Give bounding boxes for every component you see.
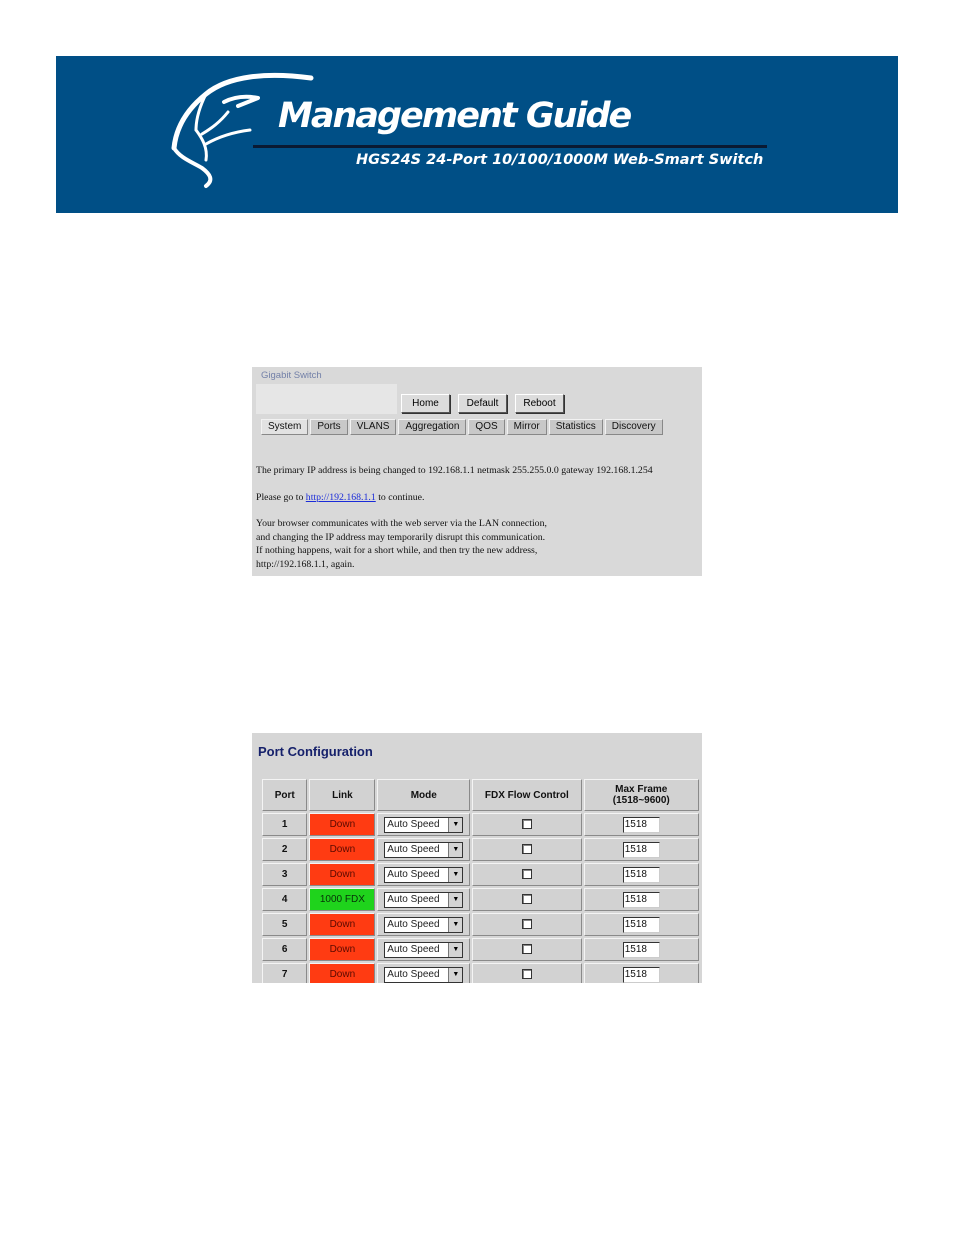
brand-label: Gigabit Switch xyxy=(261,370,322,381)
max-frame-input[interactable]: 1518 xyxy=(623,867,660,883)
mode-cell xyxy=(377,888,470,911)
message-text: Please go to xyxy=(256,491,306,503)
mode-select[interactable] xyxy=(384,917,463,933)
mode-value: Auto Speed xyxy=(387,844,440,855)
max-frame-cell xyxy=(584,913,700,936)
logo-placeholder xyxy=(256,384,397,414)
mode-select[interactable] xyxy=(384,967,463,983)
chevron-down-icon[interactable]: ▼ xyxy=(448,893,463,907)
fdx-cell xyxy=(472,913,581,936)
max-frame-label: Max Frame xyxy=(615,784,668,795)
mode-cell xyxy=(377,913,470,936)
port-number: 6 xyxy=(262,938,307,961)
max-frame-input[interactable]: 1518 xyxy=(623,967,660,983)
max-frame-cell xyxy=(584,863,700,886)
page-subtitle: HGS24S 24-Port 10/100/1000M Web-Smart Switch xyxy=(356,152,764,168)
fdx-flow-control-checkbox[interactable] xyxy=(522,869,532,879)
max-frame-input[interactable]: 1518 xyxy=(623,942,660,958)
home-button[interactable]: Home xyxy=(401,394,450,413)
header-max-frame xyxy=(584,779,700,811)
port-rows xyxy=(262,813,699,983)
tab-vlans[interactable]: VLANS xyxy=(350,419,397,435)
mode-value: Auto Speed xyxy=(387,919,440,930)
port-configuration-screen xyxy=(252,733,702,983)
chevron-down-icon[interactable]: ▼ xyxy=(448,943,463,957)
mode-value: Auto Speed xyxy=(387,944,440,955)
table-row xyxy=(262,838,699,861)
message-line: If nothing happens, wait for a short while, and then try the new address, xyxy=(256,545,538,557)
fdx-flow-control-checkbox[interactable] xyxy=(522,919,532,929)
table-row xyxy=(262,863,699,886)
fdx-flow-control-checkbox[interactable] xyxy=(522,844,532,854)
tab-system[interactable]: System xyxy=(261,419,308,435)
fdx-cell xyxy=(472,963,581,983)
link-status: 1000 FDX xyxy=(309,888,375,911)
max-frame-cell xyxy=(584,838,700,861)
mode-value: Auto Speed xyxy=(387,819,440,830)
table-row xyxy=(262,813,699,836)
link-status: Down xyxy=(309,963,375,983)
port-number: 4 xyxy=(262,888,307,911)
table-header-row xyxy=(262,779,699,811)
mode-select[interactable] xyxy=(384,817,463,833)
max-frame-input[interactable]: 1518 xyxy=(623,917,660,933)
message-line xyxy=(256,491,702,505)
mode-select[interactable] xyxy=(384,942,463,958)
link-status: Down xyxy=(309,863,375,886)
new-address-link[interactable]: http://192.168.1.1 xyxy=(305,491,376,503)
chevron-down-icon[interactable]: ▼ xyxy=(448,818,463,832)
mode-select[interactable] xyxy=(384,867,463,883)
nav-tabs xyxy=(261,419,665,435)
fdx-flow-control-checkbox[interactable] xyxy=(522,944,532,954)
fdx-flow-control-checkbox[interactable] xyxy=(522,894,532,904)
max-frame-cell xyxy=(584,938,700,961)
table-row xyxy=(262,938,699,961)
tab-mirror[interactable]: Mirror xyxy=(507,419,547,435)
link-status: Down xyxy=(309,938,375,961)
fdx-flow-control-checkbox[interactable] xyxy=(522,969,532,979)
tab-aggregation[interactable]: Aggregation xyxy=(398,419,466,435)
fdx-flow-control-checkbox[interactable] xyxy=(522,819,532,829)
fdx-cell xyxy=(472,813,581,836)
mode-select[interactable] xyxy=(384,842,463,858)
port-number: 1 xyxy=(262,813,307,836)
page-title: Management Guide xyxy=(278,96,631,136)
system-ip-change-screen xyxy=(252,367,702,576)
fdx-cell xyxy=(472,888,581,911)
mode-value: Auto Speed xyxy=(387,894,440,905)
header-fdx-flow-control: FDX Flow Control xyxy=(472,779,581,811)
max-frame-input[interactable]: 1518 xyxy=(623,817,660,833)
mode-cell xyxy=(377,963,470,983)
chevron-down-icon[interactable]: ▼ xyxy=(448,968,463,982)
port-config-title: Port Configuration xyxy=(258,744,373,759)
max-frame-input[interactable]: 1518 xyxy=(623,842,660,858)
chevron-down-icon[interactable]: ▼ xyxy=(448,843,463,857)
message-line: The primary IP address is being changed to 192.168.1.1 netmask 255.255.0.0 gateway 192.168.1.254 xyxy=(256,465,653,476)
mode-value: Auto Speed xyxy=(387,969,440,980)
ip-change-message xyxy=(256,464,702,572)
message-text: to continue. xyxy=(375,491,425,503)
message-line: http://192.168.1.1, again. xyxy=(256,558,355,570)
mode-value: Auto Speed xyxy=(387,869,440,880)
fdx-cell xyxy=(472,838,581,861)
link-status: Down xyxy=(309,913,375,936)
port-number: 7 xyxy=(262,963,307,983)
chevron-down-icon[interactable]: ▼ xyxy=(448,868,463,882)
mode-cell xyxy=(377,813,470,836)
max-frame-cell xyxy=(584,963,700,983)
message-line: and changing the IP address may temporarily disrupt this communication. xyxy=(256,531,546,543)
max-frame-input[interactable]: 1518 xyxy=(623,892,660,908)
banner-divider xyxy=(253,145,767,148)
port-config-table xyxy=(260,777,701,983)
header-port: Port xyxy=(262,779,307,811)
link-status: Down xyxy=(309,838,375,861)
mode-select[interactable] xyxy=(384,892,463,908)
table-row xyxy=(262,913,699,936)
fdx-cell xyxy=(472,863,581,886)
link-status: Down xyxy=(309,813,375,836)
mode-cell xyxy=(377,838,470,861)
tab-discovery[interactable]: Discovery xyxy=(605,419,663,435)
tab-statistics[interactable]: Statistics xyxy=(549,419,603,435)
mode-cell xyxy=(377,863,470,886)
port-number: 3 xyxy=(262,863,307,886)
max-frame-cell xyxy=(584,813,700,836)
tab-qos[interactable]: QOS xyxy=(468,419,504,435)
port-number: 5 xyxy=(262,913,307,936)
max-frame-cell xyxy=(584,888,700,911)
tab-ports[interactable]: Ports xyxy=(310,419,347,435)
port-number: 2 xyxy=(262,838,307,861)
default-button[interactable]: Default xyxy=(458,394,507,413)
header-banner xyxy=(56,56,898,213)
fdx-cell xyxy=(472,938,581,961)
mode-cell xyxy=(377,938,470,961)
chevron-down-icon[interactable]: ▼ xyxy=(448,918,463,932)
header-mode: Mode xyxy=(377,779,470,811)
message-line: Your browser communicates with the web server via the LAN connection, xyxy=(256,518,547,530)
max-frame-range: (1518~9600) xyxy=(612,795,670,806)
table-row xyxy=(262,888,699,911)
header-link: Link xyxy=(309,779,375,811)
reboot-button[interactable]: Reboot xyxy=(515,394,564,413)
table-row xyxy=(262,963,699,983)
